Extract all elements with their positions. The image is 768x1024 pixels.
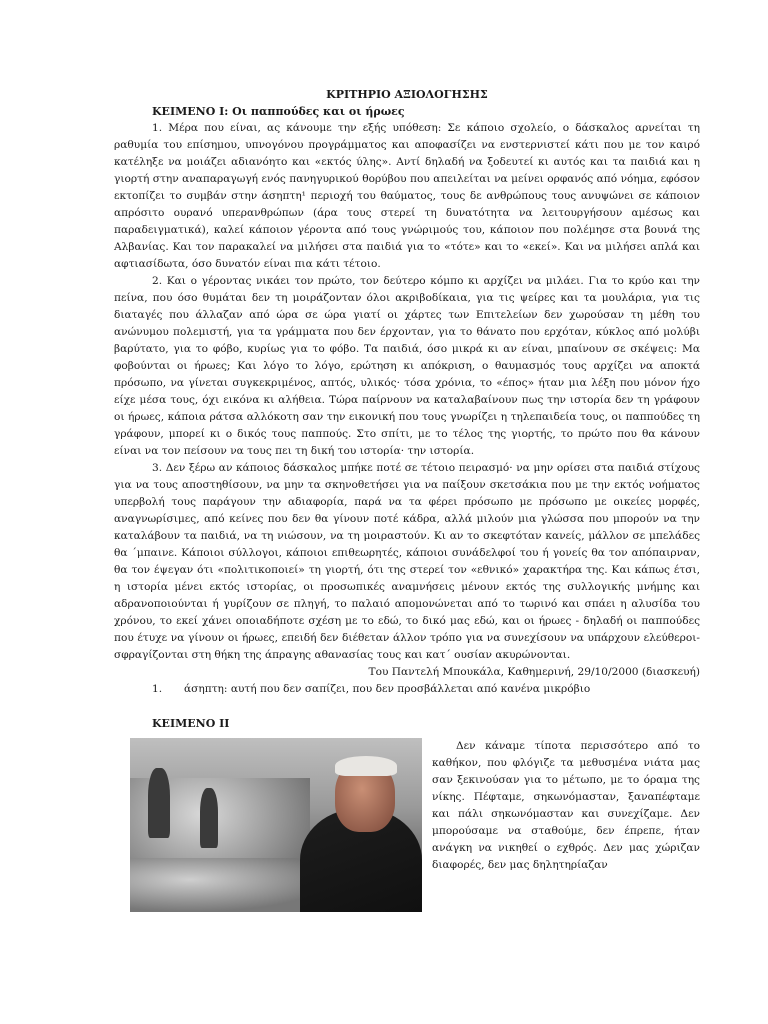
old-soldier-photo — [130, 738, 422, 912]
document-page — [114, 86, 700, 912]
footnote-number: 1. — [152, 683, 163, 695]
spacer — [114, 698, 700, 715]
footnote-text: άσηπτη: αυτή που δεν σαπίζει, που δεν προσβάλλεται από κανένα μικρόβιο — [184, 683, 591, 695]
text1-heading: ΚΕΙΜΕΝΟ Ι: Οι παππούδες και οι ήρωες — [152, 105, 405, 118]
footnote — [152, 681, 700, 698]
text2-section — [114, 738, 700, 912]
text2-heading: ΚΕΙΜΕΝΟ ΙΙ — [152, 717, 230, 730]
photo-soldier — [148, 768, 170, 838]
document-title: ΚΡΙΤΗΡΙΟ ΑΞΙΟΛΟΓΗΣΗΣ — [326, 88, 488, 101]
paragraph-2: 2. Και ο γέροντας νικάει τον πρώτο, τον δεύτερο κόμπο κι αρχίζει να μιλάει. Για το κρύο και την πείνα, που όσο θυμάται δεν τη μοιράζονταν όλοι ακριβοδίκαια, για τις ψείρες και τα μουλάρια, για τις διαταγές που άλλαζαν από ώρα σε ώρα γιατί οι χάρτες των Επιτελείων δεν χωρούσαν τη μέθη του ανώνυμου πολεμιστή, για τα γράμματα που δεν έρχονταν, για το θάνατο που ερχόταν, κύκλος από μολύβι βαρύτατο, για το φόβο, κυρίως για το φόβο. Τα παιδιά, όσο μικρά κι αν είναι, μπαίνουν σε σκέψεις: Μα φοβούνται οι ήρωες; Και λόγο το λόγο, ερώτηση κι απόκριση, ο θαυμασμός τους αρχίζει να αποκτά πρόσωπο, να γίνεται συγκεκριμένος, απτός, υλικός· τόσα χρόνια, το «έπος» ήταν μια λέξη που μόνον ήχο είχε μέσα τους, όχι εικόνα κι αλήθεια. Τώρα παίρνουν να καταλαβαίνουν πως την ιστορία δεν τη γράφουν οι ήρωες, κάποια ράτσα αλλόκοτη σαν την εικονική που τους γνωρίζει η τηλεπαιδεία τους, οι παππούδες τη γράφουν, μπορεί κι ο δικός τους παππούς. Στο σπίτι, με το τέλος της γιορτής, το πρώτο που θα κάνουν είναι να τον πείσουν να τους πει τη δική του ιστορία· την ιστορία. — [114, 275, 700, 457]
photo-hair — [335, 756, 397, 776]
text2-paragraph: Δεν κάναμε τίποτα περισσότερο από το καθήκον, που φλόγιζε τα μεθυσμένα νιάτα μας σαν ξεκινούσαν για το μέτωπο, με το όραμα της νίκης. Πέφταμε, σηκωνόμασταν, ξαναπέφταμε και πάλι σηκωνόμασταν και συνεχίζαμε. Δεν μπορούσαμε να σταθούμε, δεν έπρεπε, ήταν ανάγκη να νικηθεί ο εχθρός. Δεν μας χώριζαν διαφορές, δεν μας δηλητηρίαζαν — [432, 740, 700, 871]
source-citation: Του Παντελή Μπουκάλα, Καθημερινή, 29/10/2000 (διασκευή) — [368, 666, 700, 678]
paragraph-3: 3. Δεν ξέρω αν κάποιος δάσκαλος μπήκε ποτέ σε τέτοιο πειρασμό· να μην ορίσει στα παιδιά στίχους για να τους αποστηθίσουν, να μην τα σκηνοθετήσει για να παίξουν σκετσάκια που με την εκτός νοήματος υπερβολή τους παράγουν την αδιαφορία, παρά να τα φέρει πρόσωπο με πρόσωπο με οικείες μορφές, αναγνωρίσιμες, από κείνες που δεν θα γίνουν ποτέ κάδρα, αλλά μιλούν μια γλώσσα που μπορούν να την καταλάβουν τα παιδιά, να τη νιώσουν, να τη μοιραστούν. Κι αν το σκεφτόταν κανείς, μάλλον σε μπελάδες θα ΄μπαινε. Κάποιοι σύλλογοι, κάποιοι επιθεωρητές, κάποιοι συνάδελφοί του ή γονείς θα τον απόπαιρναν, θα τον έψεγαν ότι «πολιτικοποιεί» τη γιορτή, ότι της στερεί τον «εθνικό» χαρακτήρα της. Και κάπως έτσι, η ιστορία μένει εκτός ιστορίας, οι προσωπικές αναμνήσεις μένουν εκτός της συλλογικής μνήμης και αδρανοποιούνται ή γυρίζουν σε πληγή, το παλαιό απομονώνεται από το τωρινό και σπάει η αλυσίδα του χρόνου, το εκεί χάνει οποιαδήποτε σχέση με το εδώ, το δικό μας εδώ, και οι ήρωες - δηλαδή οι παππούδες που έτυχε να γίνουν οι ήρωες, επειδή δεν διέθεταν άλλον τρόπο για να συνεχίσουν να υπάρχουν ελεύθεροι- σφραγίζονται στη θήκη της άπραγης αθανασίας τους και κατ΄ ουσίαν ακυρώνονται. — [114, 462, 700, 661]
photo-soldier — [200, 788, 218, 848]
paragraph-1: 1. Μέρα που είναι, ας κάνουμε την εξής υπόθεση: Σε κάποιο σχολείο, ο δάσκαλος αρνείται τη ραθυμία του επίσημου, υπνογόνου προγράμματος και αποφασίζει να ενστερνιστεί κάτι που με τον καιρό κατέληξε να μοιάζει αδιανόητο και «εκτός ύλης». Αντί δηλαδή να ξοδευτεί κι αυτός και τα παιδιά και η γιορτή στην αναπαραγωγή ενός πανηγυρικού θορύβου που απειλείται να μείνει ορφανός από νόημα, εφόσον εκτοπίζει το συμβάν στην άσηπτη¹ περιοχή του θαύματος, τους δε ανθρώπους τους ανυψώνει σε κάποιον απρόσιτο ουρανό υπερανθρώπων (άρα τους στερεί τη δυνατότητα να λειτουργήσουν αμέσως και παραδειγματικά), καλεί κάποιον γέροντα από τους γνώριμούς του, κάποιον που πολέμησε στα βουνά της Αλβανίας. Και τον παρακαλεί να μιλήσει στα παιδιά για το «τότε» και το «εκεί». Και να μιλήσει απλά και αφτιασίδωτα, όσο δυνατόν είναι πια κάτι τέτοιο. — [114, 122, 700, 270]
